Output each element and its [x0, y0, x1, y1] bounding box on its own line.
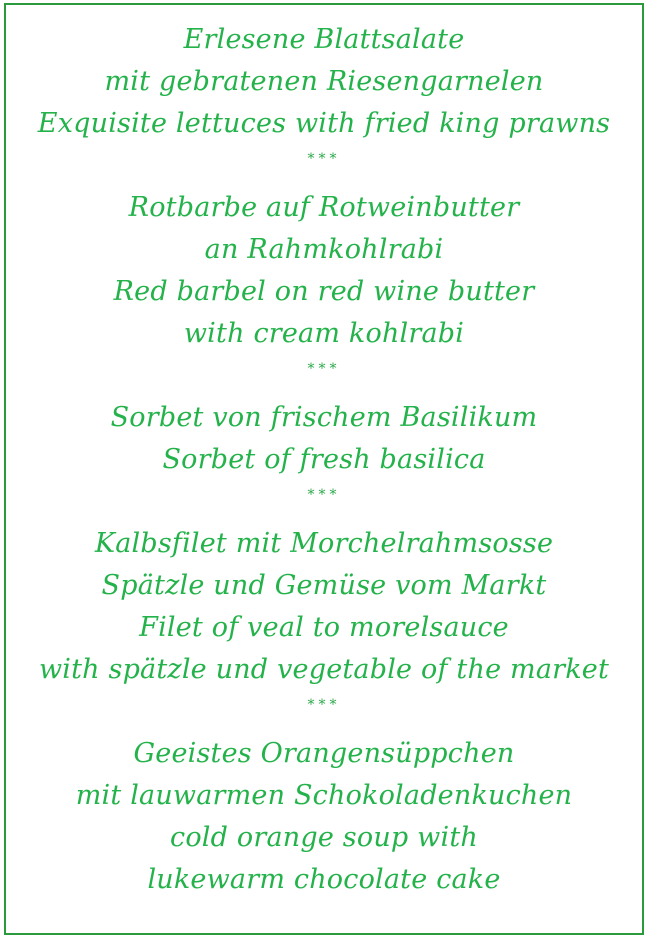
menu-content — [6, 19, 642, 901]
dish-line: Sorbet of fresh basilica — [162, 444, 486, 475]
dish-line: Rotbarbe auf Rotweinbutter — [128, 192, 520, 223]
dish-line: Sorbet von frischem Basilikum — [110, 402, 538, 433]
dish-line: with cream kohlrabi — [183, 318, 465, 349]
course-separator: *** — [307, 151, 341, 167]
dish-line: mit gebratenen Riesengarnelen — [104, 66, 544, 97]
course-separator: *** — [307, 697, 341, 713]
course-dessert — [6, 733, 642, 901]
dish-line: Filet of veal to morelsauce — [139, 612, 509, 643]
dish-line: Spätzle und Gemüse vom Markt — [101, 570, 547, 601]
dish-line: lukewarm chocolate cake — [147, 864, 501, 895]
menu-card — [4, 3, 644, 935]
course-main — [6, 523, 642, 719]
course-sorbet — [6, 397, 642, 509]
dish-line: cold orange soup with — [170, 822, 478, 853]
dish-line: mit lauwarmen Schokoladenkuchen — [75, 780, 573, 811]
dish-line: Erlesene Blattsalate — [183, 24, 465, 55]
dish-line: with spätzle und vegetable of the market — [38, 654, 610, 685]
dish-line: Exquisite lettuces with fried king prawns — [37, 108, 611, 139]
course-separator: *** — [307, 487, 341, 503]
course-fish — [6, 187, 642, 383]
course-starter — [6, 19, 642, 173]
dish-line: Red barbel on red wine butter — [113, 276, 535, 307]
dish-line: Kalbsfilet mit Morchelrahmsosse — [94, 528, 554, 559]
dish-line: Geeistes Orangensüppchen — [133, 738, 515, 769]
course-separator: *** — [307, 361, 341, 377]
dish-line: an Rahmkohlrabi — [204, 234, 444, 265]
